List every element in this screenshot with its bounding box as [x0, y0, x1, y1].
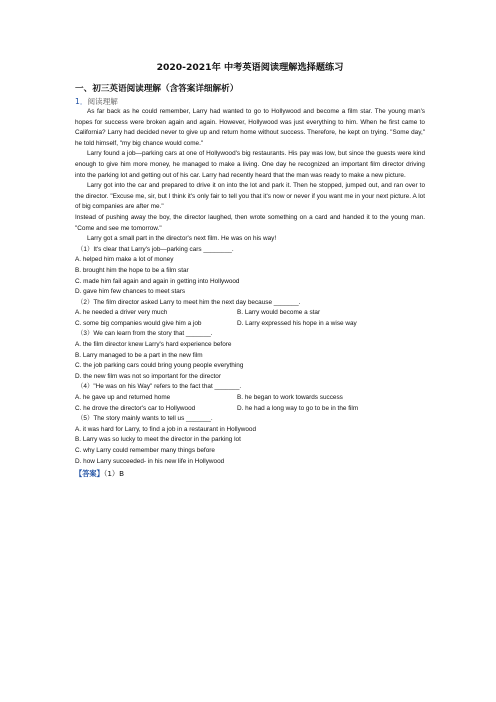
option-c: C. made him fail again and again in getting into Hollywood — [75, 277, 240, 285]
answer-text: （1）B — [103, 469, 125, 479]
question-3 — [75, 329, 425, 382]
option-d: D. Larry expressed his hope in a wise way — [237, 319, 357, 327]
option-d: D. the new film was not so important for the director — [75, 372, 221, 380]
passage-paragraph: As far back as he could remember, Larry had wanted to go to Hollywood and become a film star. The young man's hopes for success were broken again and again. However, Hollywood was just everything to him. When he first came to California? Larry had decided never to give up and return home without success. Therefore, he kept on trying. "Some day," he told himself, "my big chance would come." — [75, 108, 425, 147]
option-b: B. Larry would become a star — [237, 309, 321, 317]
question-title: 阅读理解 — [87, 97, 118, 106]
option-a: A. helped him make a lot of money — [75, 256, 174, 264]
passage-paragraph: Instead of pushing away the boy, the director laughed, then wrote something on a card and handed it to the young man. "Come and see me tomorrow." — [75, 213, 425, 232]
question-stem: （2）The film director asked Larry to meet him the next day because _______. — [77, 298, 301, 306]
passage-paragraph: Larry got into the car and prepared to drive it on into the lot and park it. Then he stopped, jumped out, and ran over to the director. "Excuse me, sir, but I think it's only fair to tell you that it's now or never if you want me in your next picture. A lot of big companies are after me." — [75, 182, 425, 211]
option-a: A. the film director knew Larry's hard experience before — [75, 341, 232, 349]
question-stem: （1）It's clear that Larry's job—parking cars ________. — [77, 245, 234, 253]
option-c: C. the job parking cars could bring young people everything — [75, 362, 244, 370]
option-b: B. Larry was so lucky to meet the director in the parking lot — [75, 436, 241, 444]
passage-paragraph: Larry got a small part in the director's next film. He was on his way! — [87, 235, 277, 243]
option-d: D. gave him few chances to meet stars — [75, 288, 186, 296]
option-b: B. brought him the hope to be a film star — [75, 266, 189, 274]
question-number: 1． — [75, 97, 88, 106]
option-b: B. Larry managed to be a part in the new film — [75, 351, 203, 359]
section-heading: 一、初三英语阅读理解（含答案详细解析） — [75, 84, 239, 94]
document-title: 2020-2021年 中考英语阅读理解选择题练习 — [156, 62, 344, 73]
document-page — [75, 56, 425, 479]
option-c: C. some big companies would give him a job — [75, 319, 202, 327]
question-1 — [75, 245, 425, 298]
answer-line — [75, 468, 425, 479]
option-d: D. he had a long way to go to be in the film — [237, 404, 359, 412]
option-b: B. he began to work towards success — [237, 394, 343, 402]
question-stem: （3）We can learn from the story that _______. — [77, 330, 213, 338]
reading-passage — [75, 107, 425, 245]
answer-tag: 【答案】 — [75, 469, 104, 479]
option-a: A. he gave up and returned home — [75, 394, 171, 402]
question-2 — [75, 298, 425, 330]
option-c: C. why Larry could remember many things before — [75, 447, 215, 454]
option-a: A. he needed a driver very much — [75, 309, 168, 317]
question-stem: （4）"He was on his Way" refers to the fact that _______. — [77, 383, 242, 391]
question-5 — [75, 414, 425, 467]
option-c: C. he drove the director's car to Hollywood — [75, 404, 196, 412]
question-stem: （5）The story mainly wants to tell us _______. — [77, 415, 213, 423]
option-a: A. it was hard for Larry, to find a job in a restaurant in Hollywood — [75, 425, 257, 433]
question-heading — [75, 96, 425, 107]
question-4 — [75, 382, 425, 414]
option-d: D. how Larry succeeded- in his new life in Hollywood — [75, 457, 225, 465]
passage-paragraph: Larry found a job—parking cars at one of Hollywood's big restaurants. His pay was low, but since the guests were kind enough to give him more money, he managed to make a living. One day he recognized an important film director driving into the parking lot and getting out of his car. Larry had recently heard that the man was ready to make a new picture. — [75, 150, 425, 179]
